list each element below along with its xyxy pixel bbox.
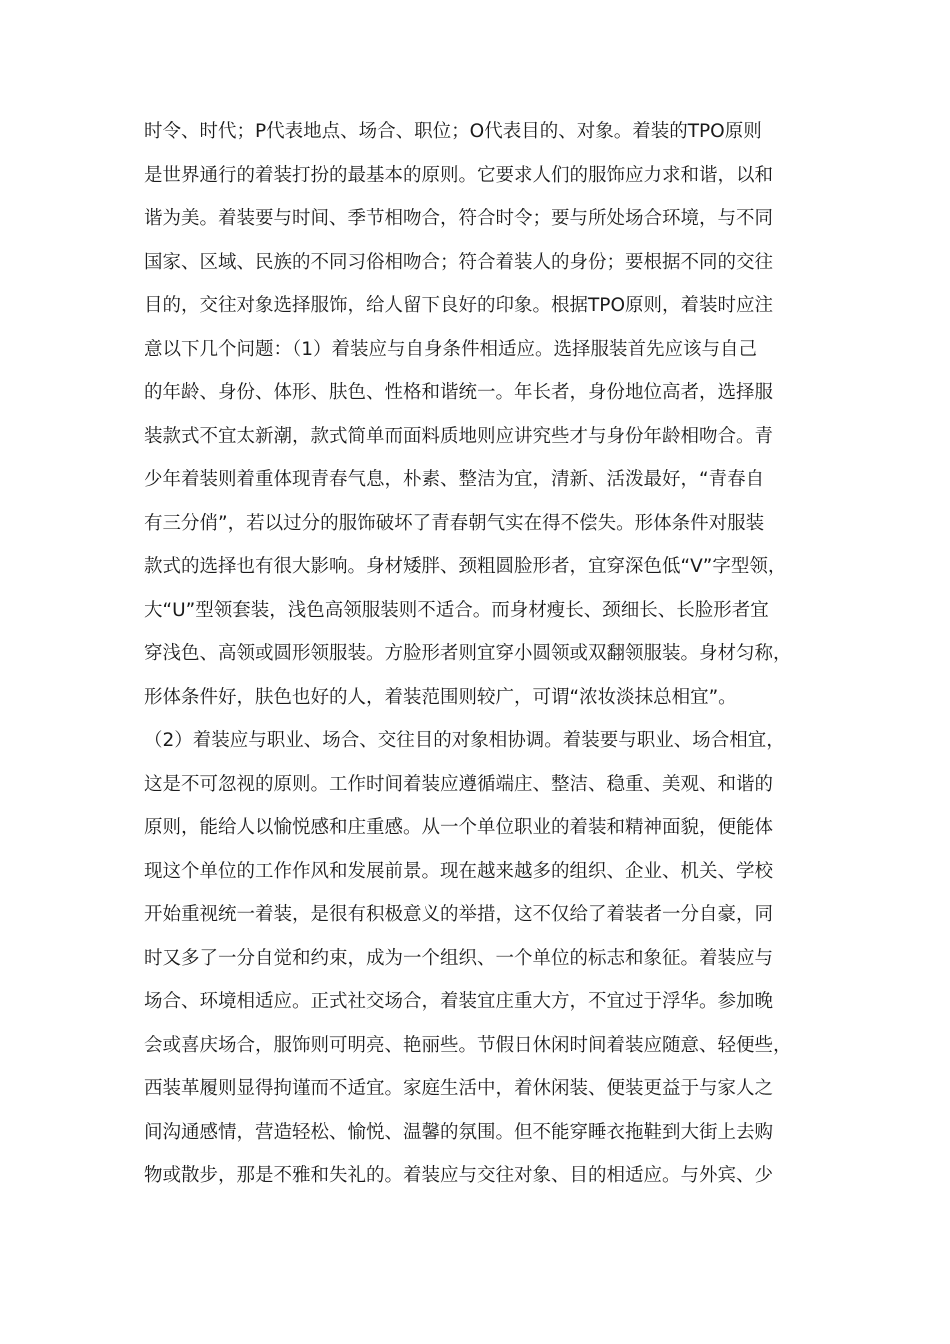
text-line: 少年着装则着重体现青春气息，朴素、整洁为宜，清新、活泼最好，“青春自 (144, 469, 765, 490)
text-line: 时令、时代；P代表地点、场合、职位；O代表目的、对象。着装的TPO原则 (144, 121, 762, 142)
text-line: 现这个单位的工作作风和发展前景。现在越来越多的组织、企业、机关、学校 (144, 860, 774, 882)
text-line: 西装革履则显得拘谨而不适宜。家庭生活中，着休闲装、便装更益于与家人之 (144, 1078, 774, 1099)
text-line: 时又多了一分自觉和约束，成为一个组织、一个单位的标志和象征。着装应与 (144, 947, 774, 969)
text-line: 谐为美。着装要与时间、季节相吻合，符合时令；要与所处场合环境，与不同 (144, 208, 774, 229)
text-line: 原则，能给人以愉悦感和庄重感。从一个单位职业的着装和精神面貌，便能体 (144, 817, 774, 838)
text-line: 穿浅色、高领或圆形领服装。方脸形者则宜穿小圆领或双翻领服装。身材匀称， (144, 643, 792, 664)
text-line: 间沟通感情，营造轻松、愉悦、温馨的氛围。但不能穿睡衣拖鞋到大街上去购 (144, 1121, 774, 1143)
text-line: 大“U”型领套装，浅色高领服装则不适合。而身材瘦长、颈细长、长脸形者宜 (144, 599, 769, 621)
text-line: 国家、区域、民族的不同习俗相吻合；符合着装人的身份；要根据不同的交往 (144, 251, 774, 273)
text-line: 场合、环境相适应。正式社交场合，着装宜庄重大方，不宜过于浮华。参加晚 (144, 991, 774, 1012)
text-line: （2）着装应与职业、场合、交往目的对象相协调。着装要与职业、场合相宜， (144, 730, 785, 751)
text-line: 意以下几个问题：（1）着装应与自身条件相适应。选择服装首先应该与自己 (144, 338, 758, 360)
text-line: 是世界通行的着装打扮的最基本的原则。它要求人们的服饰应力求和谐，以和 (144, 164, 774, 186)
text-line: 这是不可忽视的原则。工作时间着装应遵循端庄、整洁、稳重、美观、和谐的 (144, 773, 774, 795)
body-text (144, 110, 804, 1198)
text-line: 开始重视统一着装，是很有积极意义的举措，这不仅给了着装者一分自豪，同 (144, 904, 774, 925)
text-line: 物或散步，那是不雅和失礼的。着装应与交往对象、目的相适应。与外宾、少 (144, 1165, 774, 1186)
text-line: 有三分俏”，若以过分的服饰破坏了青春朝气实在得不偿失。形体条件对服装 (144, 512, 765, 534)
text-line: 形体条件好，肤色也好的人，着装范围则较广，可谓“浓妆淡抹总相宜”。 (144, 686, 737, 708)
text-line: 的年龄、身份、体形、肤色、性格和谐统一。年长者，身份地位高者，选择服 (144, 382, 774, 403)
text-line: 目的，交往对象选择服饰，给人留下良好的印象。根据TPO原则，着装时应注 (144, 295, 774, 316)
text-line: 会或喜庆场合，服饰则可明亮、艳丽些。节假日休闲时间着装应随意、轻便些， (144, 1034, 792, 1056)
text-line: 款式的选择也有很大影响。身材矮胖、颈粗圆脸形者，宜穿深色低“V”字型领， (144, 556, 787, 577)
text-line: 装款式不宜太新潮，款式简单而面料质地则应讲究些才与身份年龄相吻合。青 (144, 425, 774, 447)
